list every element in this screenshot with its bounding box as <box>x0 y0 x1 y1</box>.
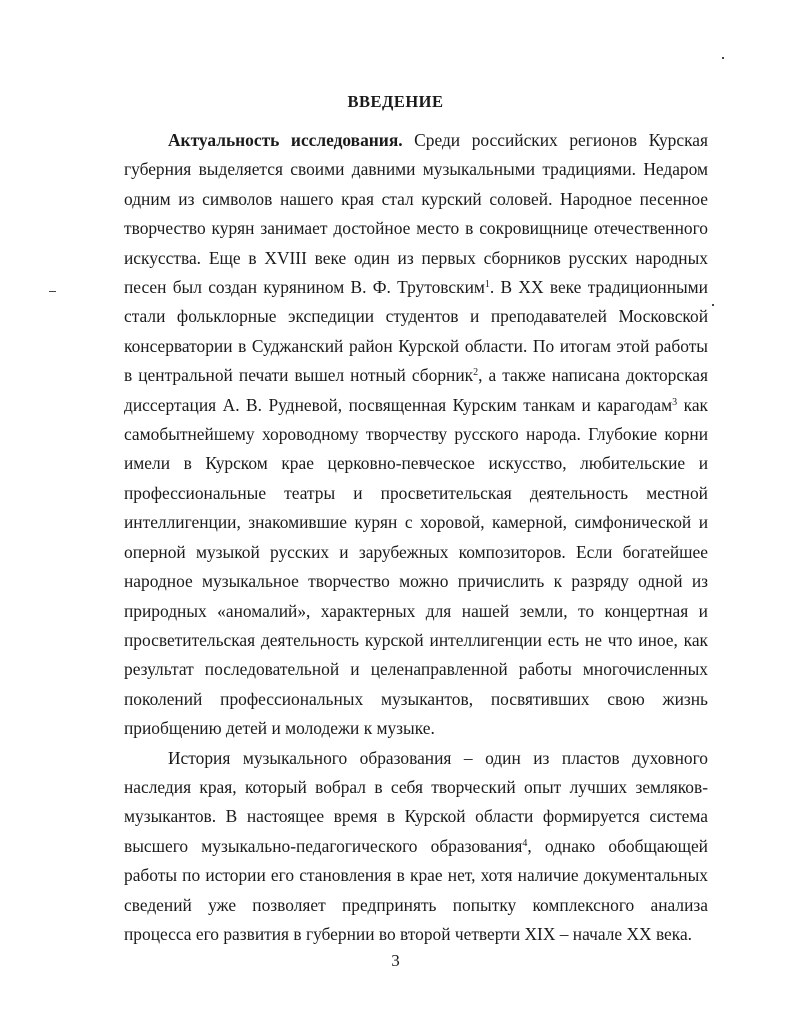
text-run: История музыкального образования – один из пластов духовного наследия края, который вобрал в себя творческий опыт лучших земляков-музыкантов. В настоящее время в Курской области формируется система высшего музыкально-педагогического образования <box>124 747 708 856</box>
paragraph-history <box>124 744 708 950</box>
page-number: 3 <box>391 951 400 970</box>
scan-speck <box>712 304 714 306</box>
scan-speck <box>722 57 724 59</box>
footnote-ref: 4 <box>522 837 528 849</box>
text-run: Среди российских регионов Курская губерния выделяется своими давними музыкальными традициями. Недаром одним из символов нашего края стал курский соловей. Народное песенное творчество курян занимает достойное место в сокровищнице отечественного искусства. Еще в XVIII веке один из первых сборников русских народных песен был создан курянином В. Ф. Трутовским <box>124 130 708 298</box>
footnote-ref: 1 <box>484 279 490 291</box>
text-run: , однако обобщающей работы по истории его становления в крае нет, хотя наличие документальных сведений уже позволяет предпринять попытку комплексного анализа процесса его развития в губернии во второй четверти XIX – начале XX века. <box>124 835 708 944</box>
text-run: как самобытнейшему хороводному творчеству русского народа. Глубокие корни имели в Курском крае церковно-певческое искусство, любительские и профессиональные театры и просветительская деятельность местной интеллигенции, знакомившие курян с хоровой, камерной, симфонической и оперной музыкой русских и зарубежных композиторов. Если богатейшее народное музыкальное творчество можно причислить к разряду одной из природных «аномалий», характерных для нашей земли, то концертная и просветительская деятельность курской интеллигенции есть не что иное, как результат последовательной и целенаправленной работы многочисленных поколений профессиональных музыкантов, посвятивших свою жизнь приобщению детей и молодежи к музыке. <box>124 394 708 739</box>
paragraph-lead: Актуальность исследования. <box>168 130 403 150</box>
section-heading: ВВЕДЕНИЕ <box>347 92 444 111</box>
footnote-ref: 2 <box>473 367 479 379</box>
paragraph-relevance <box>124 126 708 744</box>
body-text <box>124 126 708 949</box>
text-run: . В XX веке традиционными стали фольклорные экспедиции студентов и преподавателей Московской консерватории в Суджанский район Курской области. По итогам этой работы в центральной печати вышел нотный сборник <box>124 277 708 386</box>
footnote-ref: 3 <box>672 396 678 408</box>
scan-speck <box>49 291 56 292</box>
text-run: , а также написана докторская диссертация А. В. Рудневой, посвященная Курским танкам и карагодам <box>124 365 708 415</box>
